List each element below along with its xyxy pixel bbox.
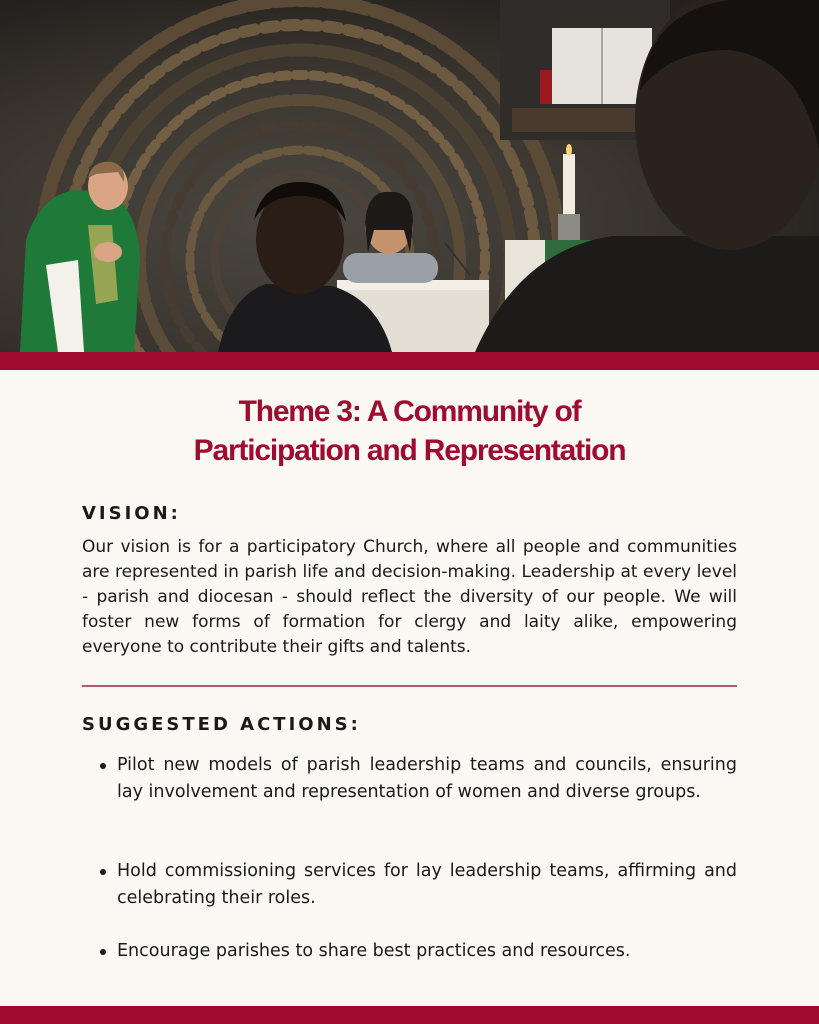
page-title	[60, 392, 759, 470]
list-item: Encourage parishes to share best practices and resources.	[82, 938, 737, 965]
list-item: Pilot new models of parish leadership teams and councils, ensuring lay involvement and representation of women and diverse groups.	[82, 752, 737, 832]
vision-text: Our vision is for a participatory Church, where all people and communities are represented in parish life and decision-making. Leadership at every level - parish and diocesan - should reflect the diversity of our people. We will foster new forms of formation for clergy and laity alike, empowering everyone to contribute their gifts and talents.	[82, 537, 737, 657]
church-liturgy-photo	[0, 0, 819, 352]
bottom-accent-band	[0, 1006, 819, 1024]
top-accent-band	[0, 352, 819, 370]
suggested-actions-list	[82, 752, 737, 965]
vision-heading: VISION:	[82, 503, 181, 524]
title-line-2: Participation and Representation	[193, 434, 626, 467]
section-divider	[82, 685, 737, 687]
suggested-actions-heading: SUGGESTED ACTIONS:	[82, 714, 361, 735]
title-line-1: Theme 3: A Community of	[238, 395, 581, 428]
list-item: Hold commissioning services for lay leadership teams, affirming and celebrating their roles.	[82, 858, 737, 912]
